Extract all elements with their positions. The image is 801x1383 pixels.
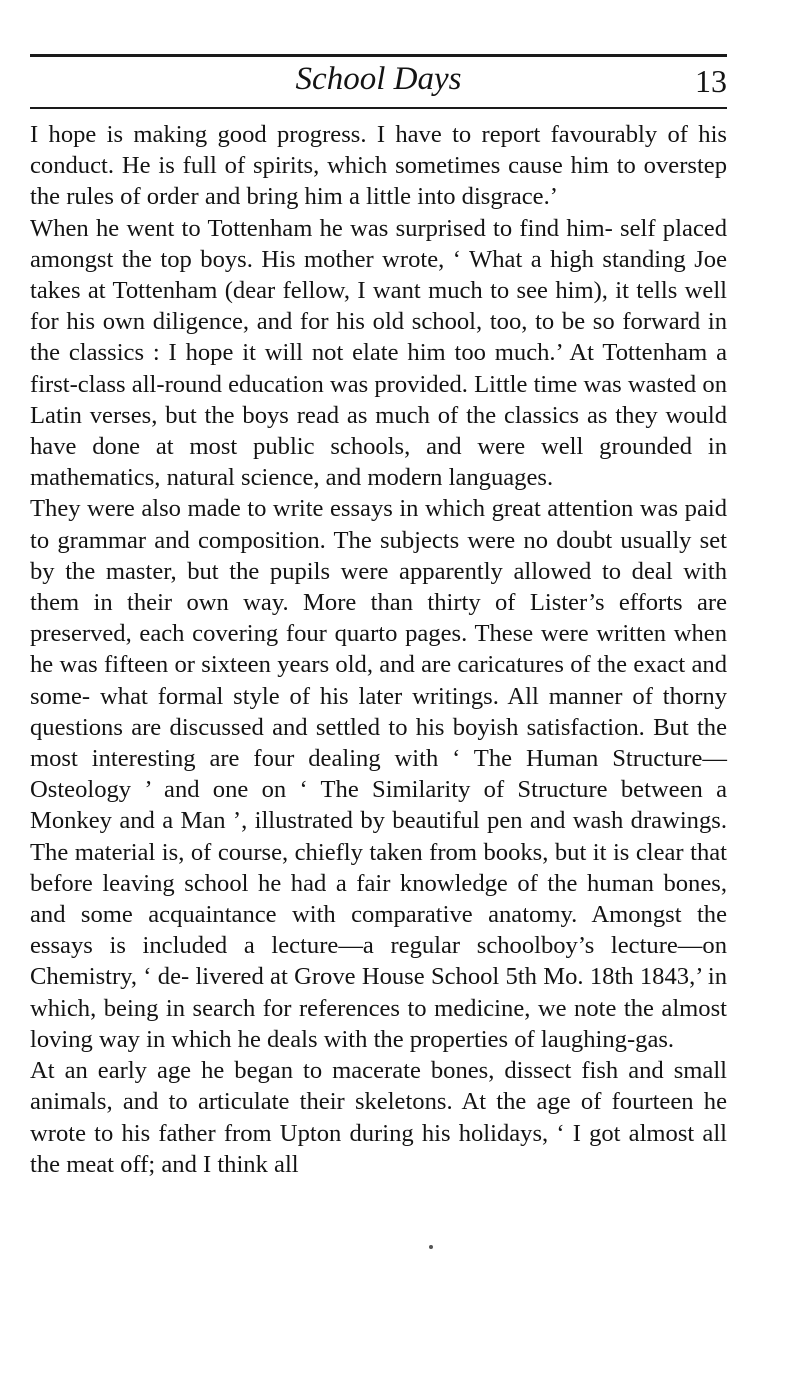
running-head-title: School Days xyxy=(295,61,462,97)
paragraph-2: When he went to Tottenham he was surprised to find him- self placed amongst the top boys. His mother wrote, ‘ What a high standing Joe takes at Tottenham (dear fellow, I want much to see him), it tells well for his own diligence, and for his old school, too, to be so forward in the classics : I hope it will not elate him too much.’ At Tottenham a first-class all-round education was provided. Little time was wasted on Latin verses, but the boys read as much of the classics as they would have done at most public schools, and were well grounded in mathematics, natural science, and modern languages. xyxy=(30,214,727,492)
page-number: 13 xyxy=(695,63,727,99)
printer-mark xyxy=(429,1245,433,1249)
header-rule-bottom xyxy=(30,107,727,109)
body-text xyxy=(30,119,727,1180)
running-head xyxy=(30,60,727,104)
paragraph-3: They were also made to write essays in which great attention was paid to grammar and composition. The subjects were no doubt usually set by the master, but the pupils were apparently allowed to deal with them in their own way. More than thirty of Lister’s efforts are preserved, each covering four quarto pages. These were written when he was fifteen or sixteen years old, and are caricatures of the exact and some- what formal style of his later writings. All manner of thorny questions are discussed and settled to his boyish satisfaction. But the most interesting are four dealing with ‘ The Human Structure—Osteology ’ and one on ‘ The Similarity of Structure between a Monkey and a Man ’, illustrated by beautiful pen and wash drawings. The material is, of course, chiefly taken from books, but it is clear that before leaving school he had a fair knowledge of the human bones, and some acquaintance with comparative anatomy. Amongst the essays is included a lecture—a regular schoolboy’s lecture—on Chemistry, ‘ de- livered at Grove House School 5th Mo. 18th 1843,’ in which, being in search for references to medicine, we note the almost loving way in which he deals with the properties of laughing-gas. xyxy=(30,495,727,1053)
paragraph-1: I hope is making good progress. I have to report favourably of his conduct. He is full of spirits, which sometimes cause him to overstep the rules of order and bring him a little into disgrace.’ xyxy=(30,121,727,211)
header-rule-top xyxy=(30,54,727,57)
paragraph-4: At an early age he began to macerate bones, dissect fish and small animals, and to articulate their skeletons. At the age of fourteen he wrote to his father from Upton during his holidays, ‘ I got almost all the meat off; and I think all xyxy=(30,1057,727,1178)
